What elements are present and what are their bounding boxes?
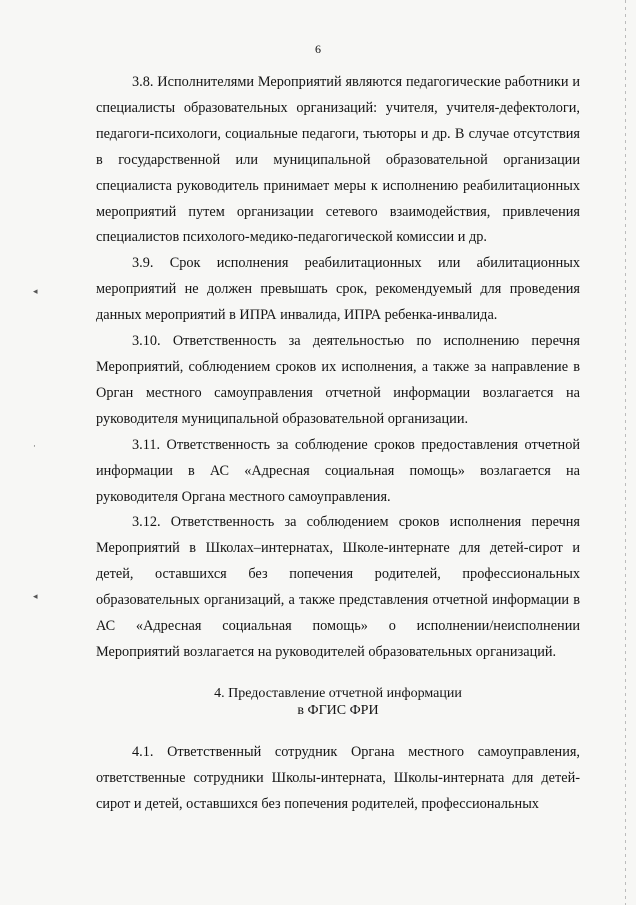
page-number: 6 [315, 42, 321, 56]
scan-mark: ◂ [33, 592, 38, 602]
paragraph-4-1: 4.1. Ответственный сотрудник Органа местного самоуправления, ответственные сотрудники Школы-интерната, Школы-интерната для детей-сирот и детей, оставшихся без попечения родителей, профессиональных [96, 743, 580, 812]
scan-mark: · [33, 442, 36, 452]
section-heading-line1: 4. Предоставление отчетной информации [214, 685, 462, 701]
paragraph-3-12: 3.12. Ответственность за соблюдением сроков исполнения перечня Мероприятий в Школах–интернатах, Школе-интернате для детей-сирот и детей, оставшихся без попечения родителей, профессиональных образовательных организаций, а также представления отчетной информации в АС «Адресная социальная помощь» о исполнении/неисполнении Мероприятий возлагается на руководителей образовательных организаций. [96, 514, 580, 660]
paragraph-3-9: 3.9. Срок исполнения реабилитационных или абилитационных мероприятий не должен превышать срок, рекомендуемый для проведения данных мероприятий в ИПРА инвалида, ИПРА ребенка-инвалида. [96, 255, 580, 324]
section-heading [96, 685, 580, 719]
section-heading-line2: в ФГИС ФРИ [297, 702, 379, 718]
paragraph-3-8: 3.8. Исполнителями Мероприятий являются педагогические работники и специалисты образовательных организаций: учителя, учителя-дефектологи, педагоги-психологи, социальные педагоги, тьюторы и др. В случае отсутствия в государственной или муниципальной образовательной организации специалиста руководитель принимает меры к исполнению реабилитационных мероприятий путем организации сетевого взаимодействия, привлечения специалистов психолого-медико-педагогической комиссии и др. [96, 74, 580, 246]
scan-mark: ◂ [33, 287, 38, 297]
document-body [96, 70, 580, 818]
paragraph-3-10: 3.10. Ответственность за деятельностью по исполнению перечня Мероприятий, соблюдением сроков их исполнения, а также за направление в Орган местного самоуправления отчетной информации возлагается на руководителя муниципальной образовательной организации. [96, 333, 580, 427]
paragraph-3-11: 3.11. Ответственность за соблюдение сроков предоставления отчетной информации в АС «Адресная социальная помощь» возлагается на руководителя Органа местного самоуправления. [96, 436, 580, 505]
scan-edge [625, 0, 626, 905]
